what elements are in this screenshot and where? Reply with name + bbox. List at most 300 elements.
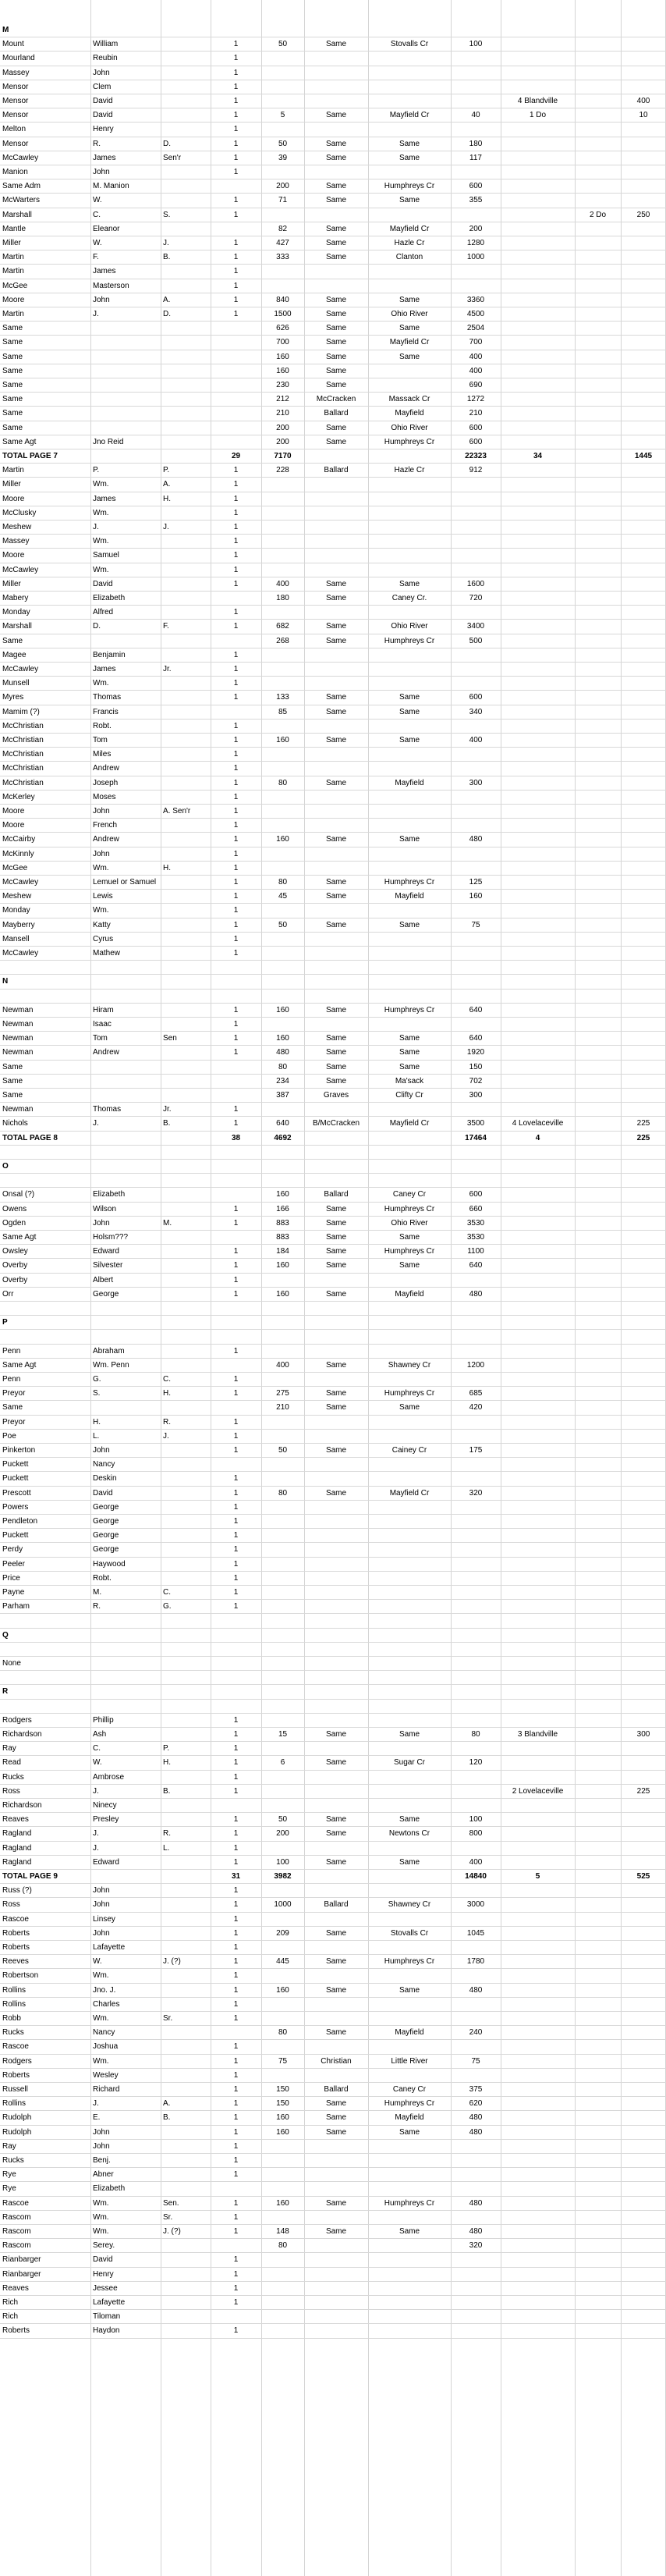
- cell[interactable]: [575, 2040, 621, 2053]
- cell[interactable]: [163, 947, 210, 960]
- cell[interactable]: [621, 1245, 666, 1258]
- cell[interactable]: [621, 1543, 666, 1556]
- cell[interactable]: [304, 449, 368, 463]
- cell[interactable]: [621, 805, 666, 818]
- cell[interactable]: [261, 521, 304, 534]
- cell[interactable]: [621, 1075, 666, 1088]
- cell[interactable]: Nancy: [93, 1460, 115, 1469]
- cell[interactable]: Ray: [2, 2141, 16, 2151]
- cell[interactable]: [261, 549, 304, 562]
- cell[interactable]: [621, 2239, 666, 2252]
- cell[interactable]: [621, 791, 666, 804]
- cell[interactable]: [93, 1657, 160, 1670]
- cell[interactable]: [621, 1998, 666, 2011]
- cell[interactable]: [261, 506, 304, 520]
- cell[interactable]: [261, 66, 304, 80]
- cell[interactable]: [501, 2040, 575, 2053]
- cell[interactable]: [93, 1700, 160, 1713]
- cell[interactable]: [501, 2097, 575, 2110]
- cell[interactable]: Meshew: [2, 523, 32, 531]
- cell[interactable]: [621, 1984, 666, 1997]
- cell[interactable]: [304, 2253, 368, 2266]
- cell[interactable]: Same: [399, 1985, 420, 1995]
- cell[interactable]: [163, 990, 210, 1003]
- cell[interactable]: Penn: [2, 1375, 21, 1384]
- cell[interactable]: [501, 705, 575, 719]
- cell[interactable]: Rye: [2, 2184, 16, 2194]
- cell[interactable]: 234: [276, 1076, 289, 1085]
- cell[interactable]: [451, 990, 501, 1003]
- cell[interactable]: [501, 2324, 575, 2337]
- cell[interactable]: Benjamin: [93, 650, 126, 659]
- cell[interactable]: [368, 1842, 451, 1855]
- cell[interactable]: Rianbarger: [2, 2269, 41, 2279]
- cell[interactable]: [368, 2282, 451, 2295]
- cell[interactable]: 1: [233, 1985, 239, 1995]
- cell[interactable]: [451, 1671, 501, 1684]
- cell[interactable]: [211, 350, 261, 364]
- cell[interactable]: [211, 1316, 261, 1329]
- cell[interactable]: Payne: [2, 1588, 25, 1597]
- cell[interactable]: Overby: [2, 1261, 28, 1270]
- cell[interactable]: Mayfield: [395, 409, 424, 418]
- cell[interactable]: [621, 762, 666, 775]
- cell[interactable]: 600: [469, 423, 483, 432]
- cell[interactable]: Peeler: [2, 1559, 25, 1569]
- cell[interactable]: 1: [233, 2212, 239, 2222]
- cell[interactable]: [575, 492, 621, 506]
- cell[interactable]: [304, 66, 368, 80]
- cell[interactable]: Same: [2, 1091, 23, 1100]
- cell[interactable]: Humphreys Cr: [384, 878, 435, 886]
- cell[interactable]: [575, 506, 621, 520]
- cell[interactable]: Poe: [2, 1431, 16, 1441]
- cell[interactable]: 160: [276, 1289, 289, 1299]
- cell[interactable]: 31: [231, 1872, 241, 1881]
- cell[interactable]: [368, 947, 451, 960]
- cell[interactable]: Ray: [2, 1744, 16, 1753]
- cell[interactable]: 175: [469, 1446, 483, 1455]
- cell[interactable]: [163, 876, 210, 889]
- cell[interactable]: [304, 1884, 368, 1897]
- cell[interactable]: [575, 407, 621, 420]
- cell[interactable]: Humphreys Cr: [384, 1005, 435, 1014]
- cell[interactable]: 600: [469, 1190, 483, 1199]
- cell[interactable]: [501, 1174, 575, 1187]
- cell[interactable]: 1: [233, 2298, 239, 2307]
- cell[interactable]: Same: [399, 2227, 420, 2236]
- cell[interactable]: McCawley: [2, 949, 39, 958]
- cell[interactable]: [368, 1969, 451, 1982]
- cell[interactable]: Rascoe: [2, 1914, 29, 1924]
- cell[interactable]: [621, 407, 666, 420]
- cell[interactable]: W.: [93, 196, 102, 205]
- cell[interactable]: [304, 1543, 368, 1556]
- cell[interactable]: Same: [325, 239, 347, 247]
- cell[interactable]: [621, 876, 666, 889]
- cell[interactable]: 160: [276, 2113, 289, 2123]
- cell[interactable]: A.: [163, 480, 171, 489]
- cell[interactable]: [621, 2282, 666, 2295]
- cell[interactable]: [575, 2211, 621, 2224]
- cell[interactable]: [368, 862, 451, 875]
- cell[interactable]: [261, 1160, 304, 1173]
- cell[interactable]: [575, 947, 621, 960]
- cell[interactable]: 1: [233, 196, 239, 205]
- cell[interactable]: Same: [325, 920, 347, 929]
- cell[interactable]: [575, 2097, 621, 2110]
- cell[interactable]: [501, 748, 575, 761]
- cell[interactable]: [211, 1160, 261, 1173]
- cell[interactable]: 427: [276, 239, 289, 247]
- cell[interactable]: [621, 904, 666, 917]
- cell[interactable]: 80: [278, 778, 288, 787]
- cell[interactable]: 1: [233, 764, 239, 773]
- cell[interactable]: [2, 1614, 90, 1627]
- cell[interactable]: [501, 1075, 575, 1088]
- cell[interactable]: [93, 421, 160, 435]
- cell[interactable]: [304, 1742, 368, 1755]
- cell[interactable]: [261, 80, 304, 94]
- cell[interactable]: 1920: [466, 1048, 485, 1057]
- cell[interactable]: Same: [325, 1062, 347, 1071]
- cell[interactable]: [501, 1913, 575, 1926]
- cell[interactable]: George: [93, 1531, 119, 1540]
- cell[interactable]: [163, 2168, 210, 2181]
- cell[interactable]: H.: [93, 1417, 101, 1427]
- cell[interactable]: [261, 1274, 304, 1287]
- cell[interactable]: Orr: [2, 1289, 14, 1299]
- cell[interactable]: [211, 1359, 261, 1372]
- cell[interactable]: Stovalls Cr: [390, 40, 429, 49]
- cell[interactable]: [211, 1089, 261, 1102]
- cell[interactable]: Rucks: [2, 2156, 24, 2165]
- cell[interactable]: Pendleton: [2, 1517, 38, 1526]
- cell[interactable]: Caney Cr: [392, 1190, 427, 1199]
- cell[interactable]: 225: [636, 1786, 650, 1796]
- cell[interactable]: [163, 2253, 210, 2266]
- cell[interactable]: [304, 1018, 368, 1031]
- cell[interactable]: [621, 677, 666, 690]
- cell[interactable]: 160: [276, 736, 289, 744]
- cell[interactable]: Same: [325, 182, 347, 191]
- cell[interactable]: 85: [278, 707, 288, 716]
- cell[interactable]: [211, 393, 261, 406]
- cell[interactable]: [575, 535, 621, 548]
- cell[interactable]: [261, 1884, 304, 1897]
- cell[interactable]: [575, 1373, 621, 1386]
- cell[interactable]: [451, 506, 501, 520]
- cell[interactable]: 1: [233, 1843, 239, 1853]
- cell[interactable]: [368, 23, 451, 37]
- cell[interactable]: [575, 577, 621, 591]
- cell[interactable]: 1: [233, 1346, 239, 1356]
- cell[interactable]: [261, 1458, 304, 1471]
- cell[interactable]: [575, 2310, 621, 2323]
- cell[interactable]: John: [93, 1886, 110, 1896]
- cell[interactable]: [261, 1373, 304, 1386]
- cell[interactable]: [621, 336, 666, 349]
- cell[interactable]: [163, 108, 210, 122]
- cell[interactable]: [211, 1799, 261, 1812]
- cell[interactable]: Shawney Cr: [388, 1900, 431, 1910]
- cell[interactable]: Powers: [2, 1502, 29, 1512]
- cell[interactable]: Same: [2, 366, 23, 375]
- cell[interactable]: Moses: [93, 792, 116, 801]
- cell[interactable]: [163, 549, 210, 562]
- cell[interactable]: [621, 1756, 666, 1769]
- cell[interactable]: 230: [276, 381, 289, 389]
- cell[interactable]: [575, 1813, 621, 1826]
- cell[interactable]: [163, 1259, 210, 1272]
- cell[interactable]: [575, 435, 621, 449]
- cell[interactable]: 1: [233, 68, 239, 77]
- cell[interactable]: [621, 1444, 666, 1457]
- cell[interactable]: [451, 94, 501, 108]
- cell[interactable]: 1000: [274, 1900, 292, 1910]
- cell[interactable]: [304, 819, 368, 832]
- cell[interactable]: [621, 2253, 666, 2266]
- cell[interactable]: [163, 1132, 210, 1145]
- cell[interactable]: [501, 805, 575, 818]
- cell[interactable]: [368, 1941, 451, 1954]
- cell[interactable]: [621, 1274, 666, 1287]
- cell[interactable]: J.: [163, 523, 169, 531]
- cell[interactable]: [163, 449, 210, 463]
- cell[interactable]: 200: [276, 423, 289, 432]
- cell[interactable]: Same Agt: [2, 437, 37, 446]
- cell[interactable]: [501, 1146, 575, 1159]
- cell[interactable]: 1: [233, 1999, 239, 2009]
- cell[interactable]: [575, 336, 621, 349]
- cell[interactable]: Rascom: [2, 2241, 31, 2251]
- cell[interactable]: [501, 933, 575, 946]
- cell[interactable]: [304, 1870, 368, 1883]
- cell[interactable]: [304, 1146, 368, 1159]
- cell[interactable]: [451, 606, 501, 619]
- cell[interactable]: [163, 1274, 210, 1287]
- cell[interactable]: Christian: [321, 2056, 352, 2066]
- cell[interactable]: Q: [2, 1630, 9, 1640]
- cell[interactable]: [451, 123, 501, 136]
- cell[interactable]: [621, 1700, 666, 1713]
- cell[interactable]: [501, 1586, 575, 1599]
- cell[interactable]: [163, 1984, 210, 1997]
- cell[interactable]: [451, 1700, 501, 1713]
- cell[interactable]: [163, 421, 210, 435]
- cell[interactable]: 1780: [466, 1957, 485, 1967]
- cell[interactable]: 883: [276, 1218, 289, 1228]
- cell[interactable]: R.: [93, 1602, 101, 1611]
- cell[interactable]: [163, 1671, 210, 1684]
- cell[interactable]: [211, 634, 261, 648]
- cell[interactable]: 75: [471, 920, 480, 929]
- cell[interactable]: 480: [469, 1985, 483, 1995]
- cell[interactable]: 1: [233, 1446, 239, 1455]
- cell[interactable]: [163, 1146, 210, 1159]
- cell[interactable]: [621, 293, 666, 307]
- cell[interactable]: Marshall: [2, 622, 32, 631]
- cell[interactable]: 640: [276, 1119, 289, 1128]
- cell[interactable]: 150: [276, 2099, 289, 2109]
- cell[interactable]: 6: [280, 1758, 285, 1768]
- cell[interactable]: 80: [278, 1488, 288, 1498]
- cell[interactable]: 480: [276, 1048, 289, 1057]
- cell[interactable]: Moore: [2, 821, 25, 830]
- cell[interactable]: [261, 2154, 304, 2167]
- cell[interactable]: Ross: [2, 1786, 20, 1796]
- cell[interactable]: [163, 165, 210, 179]
- cell[interactable]: [2, 1174, 90, 1187]
- cell[interactable]: [451, 1515, 501, 1528]
- cell[interactable]: Deskin: [93, 1474, 117, 1483]
- cell[interactable]: [261, 990, 304, 1003]
- cell[interactable]: John: [93, 1218, 110, 1228]
- cell[interactable]: Tom: [93, 736, 108, 744]
- cell[interactable]: [501, 1543, 575, 1556]
- cell[interactable]: [368, 2324, 451, 2337]
- cell[interactable]: [261, 2310, 304, 2323]
- cell[interactable]: [501, 947, 575, 960]
- cell[interactable]: [621, 2083, 666, 2096]
- cell[interactable]: [621, 1259, 666, 1272]
- cell[interactable]: 690: [469, 381, 483, 389]
- cell[interactable]: [368, 1799, 451, 1812]
- cell[interactable]: J.: [93, 523, 99, 531]
- cell[interactable]: [163, 179, 210, 193]
- cell[interactable]: 840: [276, 295, 289, 304]
- cell[interactable]: Little River: [391, 2056, 428, 2066]
- cell[interactable]: Masterson: [93, 281, 129, 290]
- cell[interactable]: [261, 23, 304, 37]
- cell[interactable]: [575, 137, 621, 151]
- cell[interactable]: 720: [469, 594, 483, 602]
- cell[interactable]: [575, 1160, 621, 1173]
- cell[interactable]: [621, 350, 666, 364]
- cell[interactable]: Same: [325, 1289, 347, 1299]
- cell[interactable]: Caney Cr.: [391, 594, 427, 602]
- cell[interactable]: [621, 80, 666, 94]
- cell[interactable]: [163, 904, 210, 917]
- cell[interactable]: Lemuel or Samuel: [93, 878, 157, 886]
- cell[interactable]: [163, 1685, 210, 1698]
- cell[interactable]: [93, 322, 160, 335]
- cell[interactable]: [163, 677, 210, 690]
- cell[interactable]: [621, 1288, 666, 1301]
- cell[interactable]: [368, 2310, 451, 2323]
- cell[interactable]: Miller: [2, 480, 21, 489]
- cell[interactable]: [368, 1146, 451, 1159]
- cell[interactable]: [93, 350, 160, 364]
- cell[interactable]: Benj.: [93, 2156, 111, 2165]
- cell[interactable]: [621, 165, 666, 179]
- cell[interactable]: Same: [2, 1062, 23, 1071]
- cell[interactable]: 1: [233, 295, 239, 304]
- cell[interactable]: [261, 1913, 304, 1926]
- cell[interactable]: [575, 151, 621, 165]
- cell[interactable]: Jr.: [163, 665, 172, 673]
- cell[interactable]: L.: [93, 1431, 100, 1441]
- cell[interactable]: [501, 1487, 575, 1500]
- cell[interactable]: 1: [233, 2269, 239, 2279]
- cell[interactable]: [501, 492, 575, 506]
- cell[interactable]: [261, 1785, 304, 1798]
- cell[interactable]: [304, 1799, 368, 1812]
- cell[interactable]: [163, 1884, 210, 1897]
- cell[interactable]: [575, 720, 621, 733]
- cell[interactable]: [93, 1614, 160, 1627]
- cell[interactable]: [501, 1018, 575, 1031]
- cell[interactable]: [368, 1558, 451, 1571]
- cell[interactable]: [621, 862, 666, 875]
- cell[interactable]: Sr.: [163, 2014, 173, 2023]
- cell[interactable]: [575, 1174, 621, 1187]
- cell[interactable]: [368, 1685, 451, 1698]
- cell[interactable]: 685: [469, 1389, 483, 1398]
- cell[interactable]: [261, 1558, 304, 1571]
- cell[interactable]: [451, 1345, 501, 1358]
- cell[interactable]: [261, 947, 304, 960]
- cell[interactable]: 1: [233, 1261, 239, 1270]
- cell[interactable]: [451, 165, 501, 179]
- cell[interactable]: [451, 975, 501, 988]
- cell[interactable]: [451, 1785, 501, 1798]
- cell[interactable]: [304, 279, 368, 293]
- cell[interactable]: John: [93, 2127, 110, 2137]
- cell[interactable]: [575, 2324, 621, 2337]
- cell[interactable]: [575, 1032, 621, 1045]
- cell[interactable]: [451, 1018, 501, 1031]
- cell[interactable]: [501, 407, 575, 420]
- cell[interactable]: Same: [325, 40, 347, 49]
- cell[interactable]: [304, 265, 368, 278]
- cell[interactable]: [451, 1600, 501, 1613]
- cell[interactable]: [451, 819, 501, 832]
- cell[interactable]: [93, 1401, 160, 1414]
- cell[interactable]: 50: [278, 920, 288, 929]
- cell[interactable]: 1: [233, 1048, 239, 1057]
- cell[interactable]: [501, 1217, 575, 1230]
- cell[interactable]: [501, 1160, 575, 1173]
- cell[interactable]: [575, 705, 621, 719]
- cell[interactable]: [451, 748, 501, 761]
- cell[interactable]: [261, 1515, 304, 1528]
- cell[interactable]: George: [93, 1289, 119, 1299]
- cell[interactable]: Moore: [2, 494, 25, 503]
- cell[interactable]: [261, 1614, 304, 1627]
- cell[interactable]: [501, 2055, 575, 2068]
- cell[interactable]: 1: [233, 1815, 239, 1825]
- cell[interactable]: [368, 1913, 451, 1926]
- cell[interactable]: [163, 1856, 210, 1869]
- cell[interactable]: Same: [325, 196, 347, 205]
- cell[interactable]: [211, 1401, 261, 1414]
- cell[interactable]: [368, 1132, 451, 1145]
- cell[interactable]: [621, 847, 666, 861]
- cell[interactable]: [501, 350, 575, 364]
- cell[interactable]: 150: [276, 2085, 289, 2094]
- cell[interactable]: Same: [325, 835, 347, 844]
- cell[interactable]: [501, 1529, 575, 1542]
- cell[interactable]: [621, 1401, 666, 1414]
- cell[interactable]: Same: [325, 2127, 347, 2137]
- cell[interactable]: John: [93, 295, 110, 304]
- cell[interactable]: [93, 1643, 160, 1656]
- cell[interactable]: [163, 52, 210, 65]
- cell[interactable]: [304, 990, 368, 1003]
- cell[interactable]: [163, 265, 210, 278]
- cell[interactable]: [621, 37, 666, 51]
